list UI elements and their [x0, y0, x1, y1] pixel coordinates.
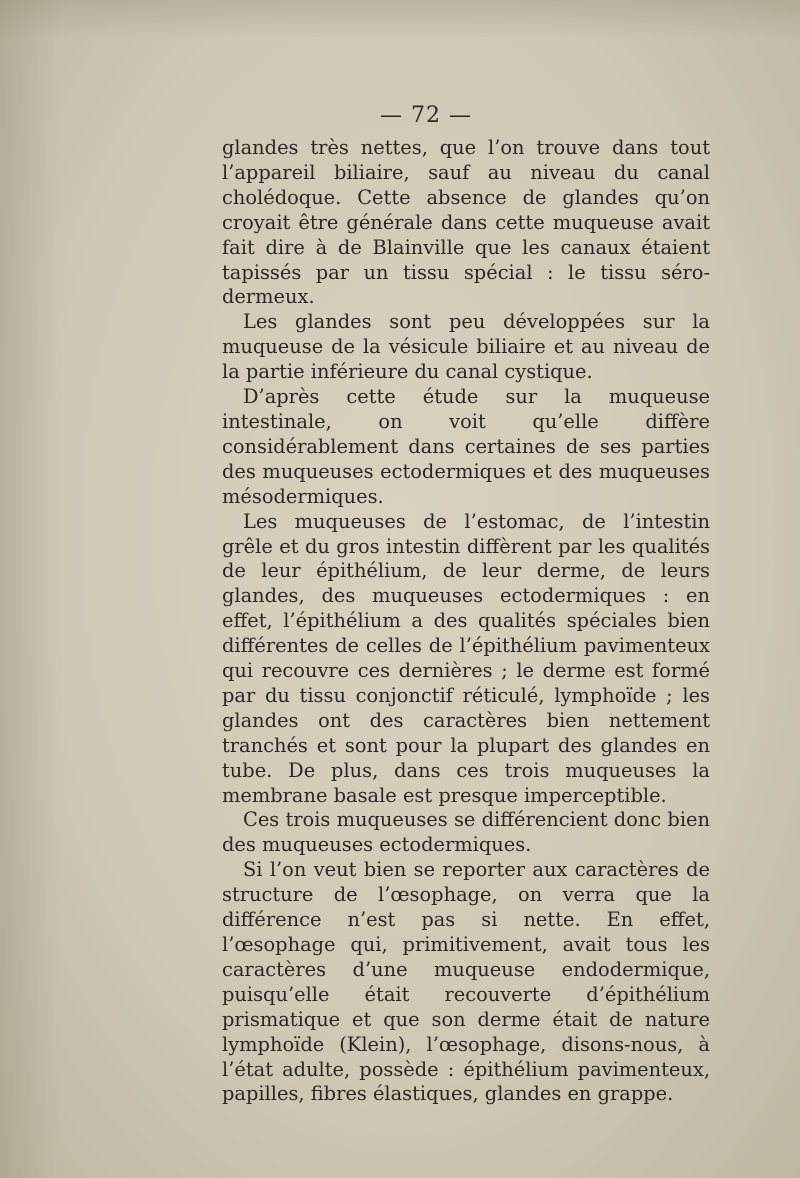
- paragraph: glandes très nettes, que l’on trouve dans tout l’appareil biliaire, sauf au niveau du canal cholédoque. Cette absence de glandes qu’on croyait être générale dans cette muqueuse avait fait dire à de Blainville que les canaux étaient tapissés par un tissu spécial : le tissu séro-dermeux.: [222, 136, 710, 309]
- paragraph: Si l’on veut bien se reporter aux caractères de structure de l’œsophage, on verra que la différence n’est pas si nette. En effet, l’œsophage qui, primitivement, avait tous les caractères d’une muqueuse endodermique, puisqu’elle était recouverte d’épithélium prismatique et que son derme était de nature lymphoïde (Klein), l’œsophage, disons-nous, à l’état adulte, possède : épithélium pavimenteux, papilles, fibres élastiques, glandes en grappe.: [222, 858, 710, 1106]
- page-edge-shadow-top: [0, 0, 800, 40]
- page-number: — 72 —: [380, 103, 472, 128]
- paragraph: Ces trois muqueuses se différencient donc bien des muqueuses ectodermiques.: [222, 808, 710, 857]
- page-edge-shadow-left: [0, 0, 60, 1178]
- body-text: [222, 136, 710, 1107]
- paragraph: Les muqueuses de l’estomac, de l’intestin grêle et du gros intestin diffèrent par les qualités de leur épithélium, de leur derme, de leurs glandes, des muqueuses ectodermiques : en effet, l’épithélium a des qualités spéciales bien différentes de celles de l’épithélium pavimenteux qui recouvre ces dernières ; le derme est formé par du tissu conjonctif réticulé, lymphoïde ; les glandes ont des caractères bien nettement tranchés et sont pour la plupart des glandes en tube. De plus, dans ces trois muqueuses la membrane basale est presque imperceptible.: [222, 509, 710, 807]
- paragraph: D’après cette étude sur la muqueuse intestinale, on voit qu’elle diffère considérablement dans certaines de ses parties des muqueuses ectodermiques et des muqueuses mésodermiques.: [222, 385, 710, 508]
- paragraph: Les glandes sont peu développées sur la muqueuse de la vésicule biliaire et au niveau de la partie inférieure du canal cystique.: [222, 310, 710, 384]
